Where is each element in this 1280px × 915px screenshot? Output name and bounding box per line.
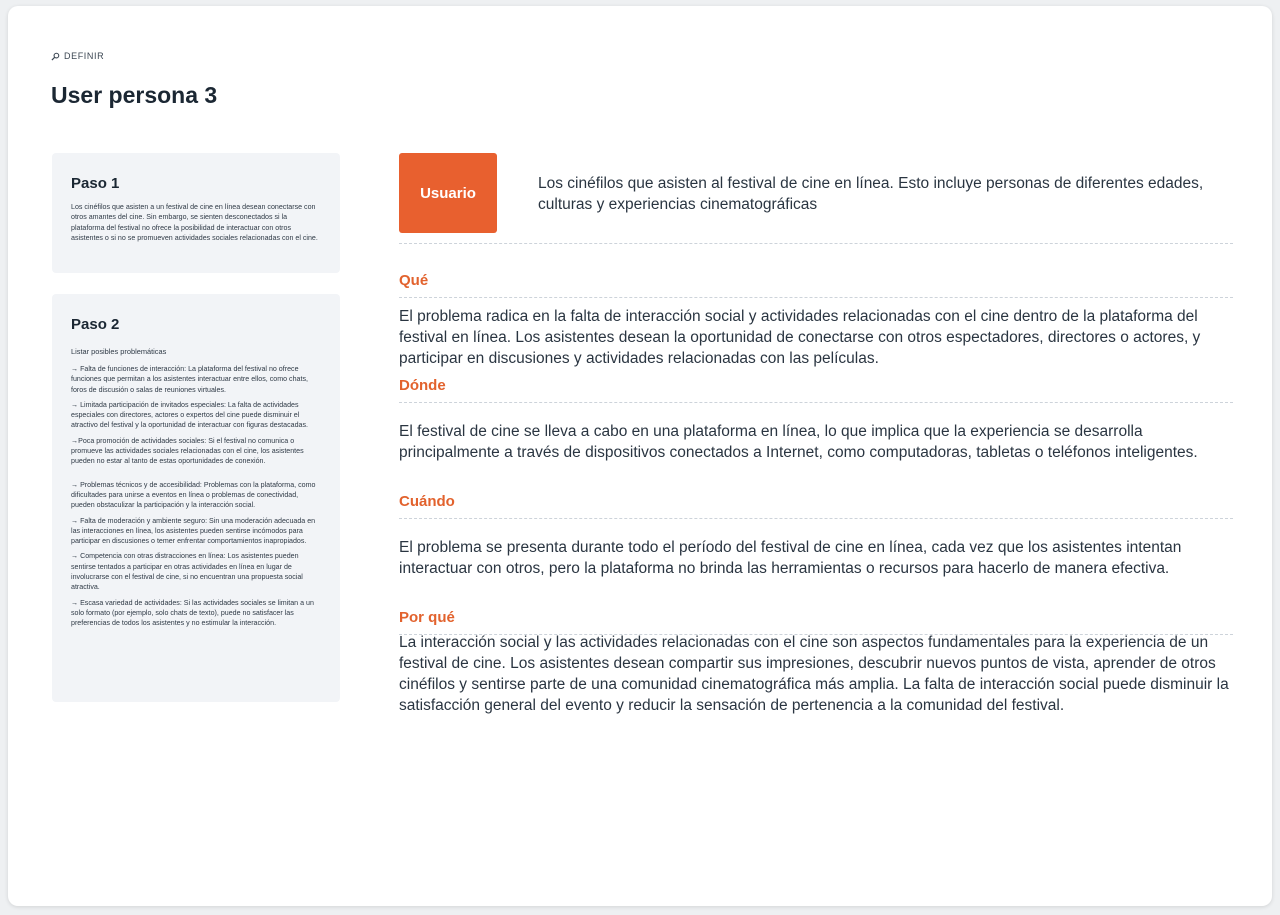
- list-item: → Falta de funciones de interacción: La plataforma del festival no ofrece funciones que permitan a los asistentes interactuar entre ellos, como chats, foros de discusión o salas de reuniones virtuales.: [71, 365, 308, 394]
- step-1-panel: [52, 153, 340, 273]
- page-title: User persona 3: [51, 82, 218, 108]
- list-item: →Poca promoción de actividades sociales: Si el festival no comunica o promueve las actividades sociales relacionadas con el cine, los asistentes pueden no estar al tanto de estas oportunidades de conexión.: [71, 436, 304, 466]
- list-item: → Competencia con otras distracciones en línea: Los asistentes pueden sentirse tentados a participar en otras actividades en línea en lugar de involucrarse con el festival de cine, si no encuentran una propuesta social atractiva.: [71, 552, 303, 592]
- step-2-subtitle: Listar posibles problemáticas: [71, 347, 167, 356]
- divider: [399, 243, 1233, 244]
- section-text-porque: La interacción social y las actividades relacionadas con el cine son aspectos fundamentales para la experiencia de un festival de cine. Los asistentes desean compartir sus impresiones, descubrir nuevos puntos de vista, aprender de otros cinéfilos y sentirse parte de una comunidad cinematográfica más amplia. La falta de interacción social puede disminuir la satisfacción general del evento y reducir la sensación de pertenencia a la comunidad del festival.: [399, 634, 1229, 714]
- divider: [399, 518, 1233, 519]
- list-item: → Limitada participación de invitados especiales: La falta de actividades especiales con directores, actores o expertos del cine puede disminuir el atractivo del festival y la oportunidad de interactuar con figuras destacadas.: [71, 400, 308, 430]
- persona-card: [8, 6, 1272, 906]
- problem-list: [71, 364, 321, 629]
- section-text-cuando: El problema se presenta durante todo el período del festival de cine en línea, cada vez que los asistentes intentan interactuar con otros, pero la plataforma no brinda las herramientas o recursos para hacerlo de manera efectiva.: [399, 539, 1182, 577]
- step-1-text: Los cinéfilos que asisten a un festival de cine en línea desean conectarse con otros amantes del cine. Sin embargo, se sienten desconectados si la plataforma del festival no ofrece la posibilidad de interactuar con otros asistentes o si no se promueven actividades sociales relacionadas con el cine.: [71, 203, 318, 242]
- divider: [399, 297, 1233, 298]
- section-label-donde: Dónde: [399, 377, 446, 394]
- section-label-que: Qué: [399, 272, 429, 289]
- divider: [399, 402, 1233, 403]
- list-item: → Falta de moderación y ambiente seguro: Sin una moderación adecuada en las interacciones en línea, los asistentes pueden sentirse incómodos para participar en discusiones o temer enfrentar comportamientos inapropiados.: [71, 516, 316, 546]
- step-2-title: Paso 2: [71, 316, 120, 333]
- list-item: → Escasa variedad de actividades: Si las actividades sociales se limitan a un solo formato (por ejemplo, solo chats de texto), puede no satisfacer las preferencias de todos los asistentes y no estimular la interacción.: [71, 598, 314, 628]
- section-label-porque: Por qué: [399, 609, 455, 626]
- eyebrow-label: DEFINIR: [64, 51, 105, 61]
- search-icon: [51, 52, 60, 61]
- step-1-title: Paso 1: [71, 175, 120, 192]
- section-label-cuando: Cuándo: [399, 493, 455, 510]
- section-text-que: El problema radica en la falta de interacción social y actividades relacionadas con el cine dentro de la plataforma del festival en línea. Los asistentes desean la oportunidad de conectarse con otros espectadores, directores o actores, y participar en discusiones y actividades relacionadas con las películas.: [399, 308, 1201, 367]
- list-item: → Problemas técnicos y de accesibilidad: Problemas con la plataforma, como dificultades para unirse a eventos en línea o problemas de conectividad, pueden obstaculizar la participación y la interacción social.: [71, 480, 316, 510]
- step-2-panel: [52, 294, 340, 702]
- section-eyebrow: [51, 51, 104, 61]
- user-description: Los cinéfilos que asisten al festival de cine en línea. Esto incluye personas de diferentes edades, culturas y experiencias cinematográficas: [538, 175, 1204, 213]
- section-text-donde: El festival de cine se lleva a cabo en una plataforma en línea, lo que implica que la experiencia se desarrolla principalmente a través de dispositivos conectados a Internet, como computadoras, tabletas o teléfonos inteligentes.: [399, 423, 1198, 461]
- user-badge: Usuario: [399, 153, 497, 233]
